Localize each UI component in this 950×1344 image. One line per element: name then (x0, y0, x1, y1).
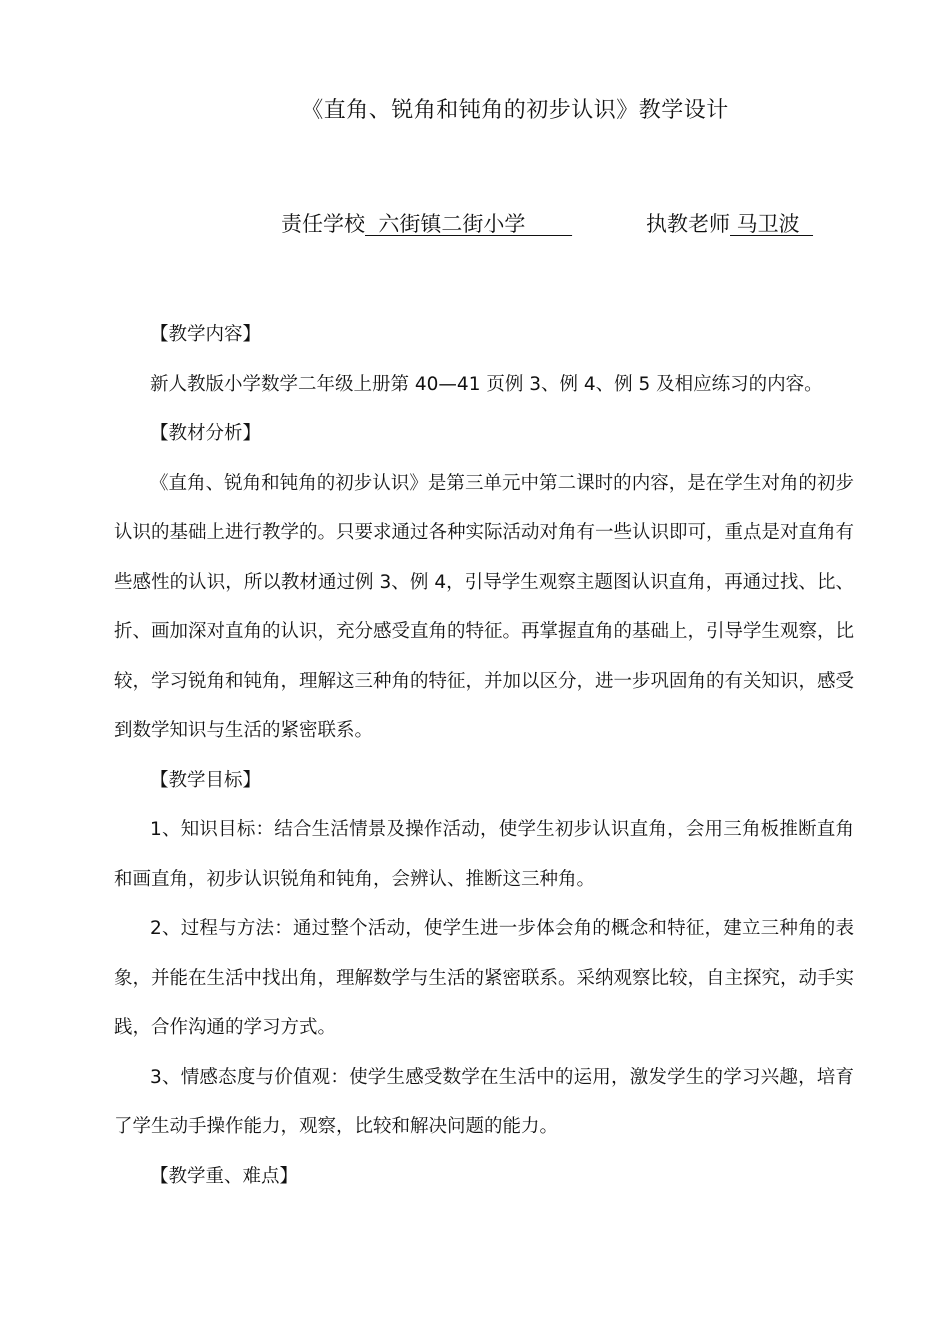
goal-process-method: 2、过程与方法：通过整个活动，使学生进一步体会角的概念和特征，建立三种角的表象，并能在生活中找出角，理解数学与生活的紧密联系。采纳观察比较，自主探究，动手实践，合作沟通的学习方式。 (114, 918, 855, 1038)
section-heading-analysis: 【教材分析】 (150, 423, 262, 444)
analysis-paragraph: 《直角、锐角和钝角的初步认识》是第三单元中第二课时的内容，是在学生对角的初步认识的基础上进行教学的。只要求通过各种实际活动对角有一些认识即可，重点是对直角有些感性的认识，所以教材通过例 3、例 4，引导学生观察主题图认识直角，再通过找、比、折、画加深对直角的认识，充分感受直角的特征。再掌握直角的基础上，引导学生观察，比较，学习锐角和钝角，理解这三种角的特征，并加以区分，进一步巩固角的有关知识，感受到数学知识与生活的紧密联系。 (114, 472, 855, 741)
goal-attitude-values: 3、情感态度与价值观：使学生感受数学在生活中的运用，激发学生的学习兴趣，培育了学生动手操作能力，观察，比较和解决问题的能力。 (114, 1066, 854, 1137)
school-name: 六街镇二街小学 (365, 212, 573, 236)
teacher-info (646, 209, 813, 239)
goal-knowledge: 1、知识目标：结合生活情景及操作活动，使学生初步认识直角，会用三角板推断直角和画直角，初步认识锐角和钝角，会辨认、推断这三种角。 (114, 819, 854, 890)
content-paragraph: 新人教版小学数学二年级上册第 40—41 页例 3、例 4、例 5 及相应练习的内容。 (150, 373, 823, 395)
section-heading-goals: 【教学目标】 (150, 769, 262, 791)
school-info (281, 209, 572, 239)
teacher-label: 执教老师 (646, 212, 730, 236)
document-body (114, 310, 854, 1201)
section-heading-content: 【教学内容】 (150, 324, 262, 345)
document-title: 《直角、锐角和钝角的初步认识》教学设计 (301, 98, 729, 123)
section-heading-keypoints: 【教学重、难点】 (150, 1165, 299, 1187)
school-label: 责任学校 (281, 212, 365, 236)
teacher-name: 马卫波 (730, 212, 814, 236)
